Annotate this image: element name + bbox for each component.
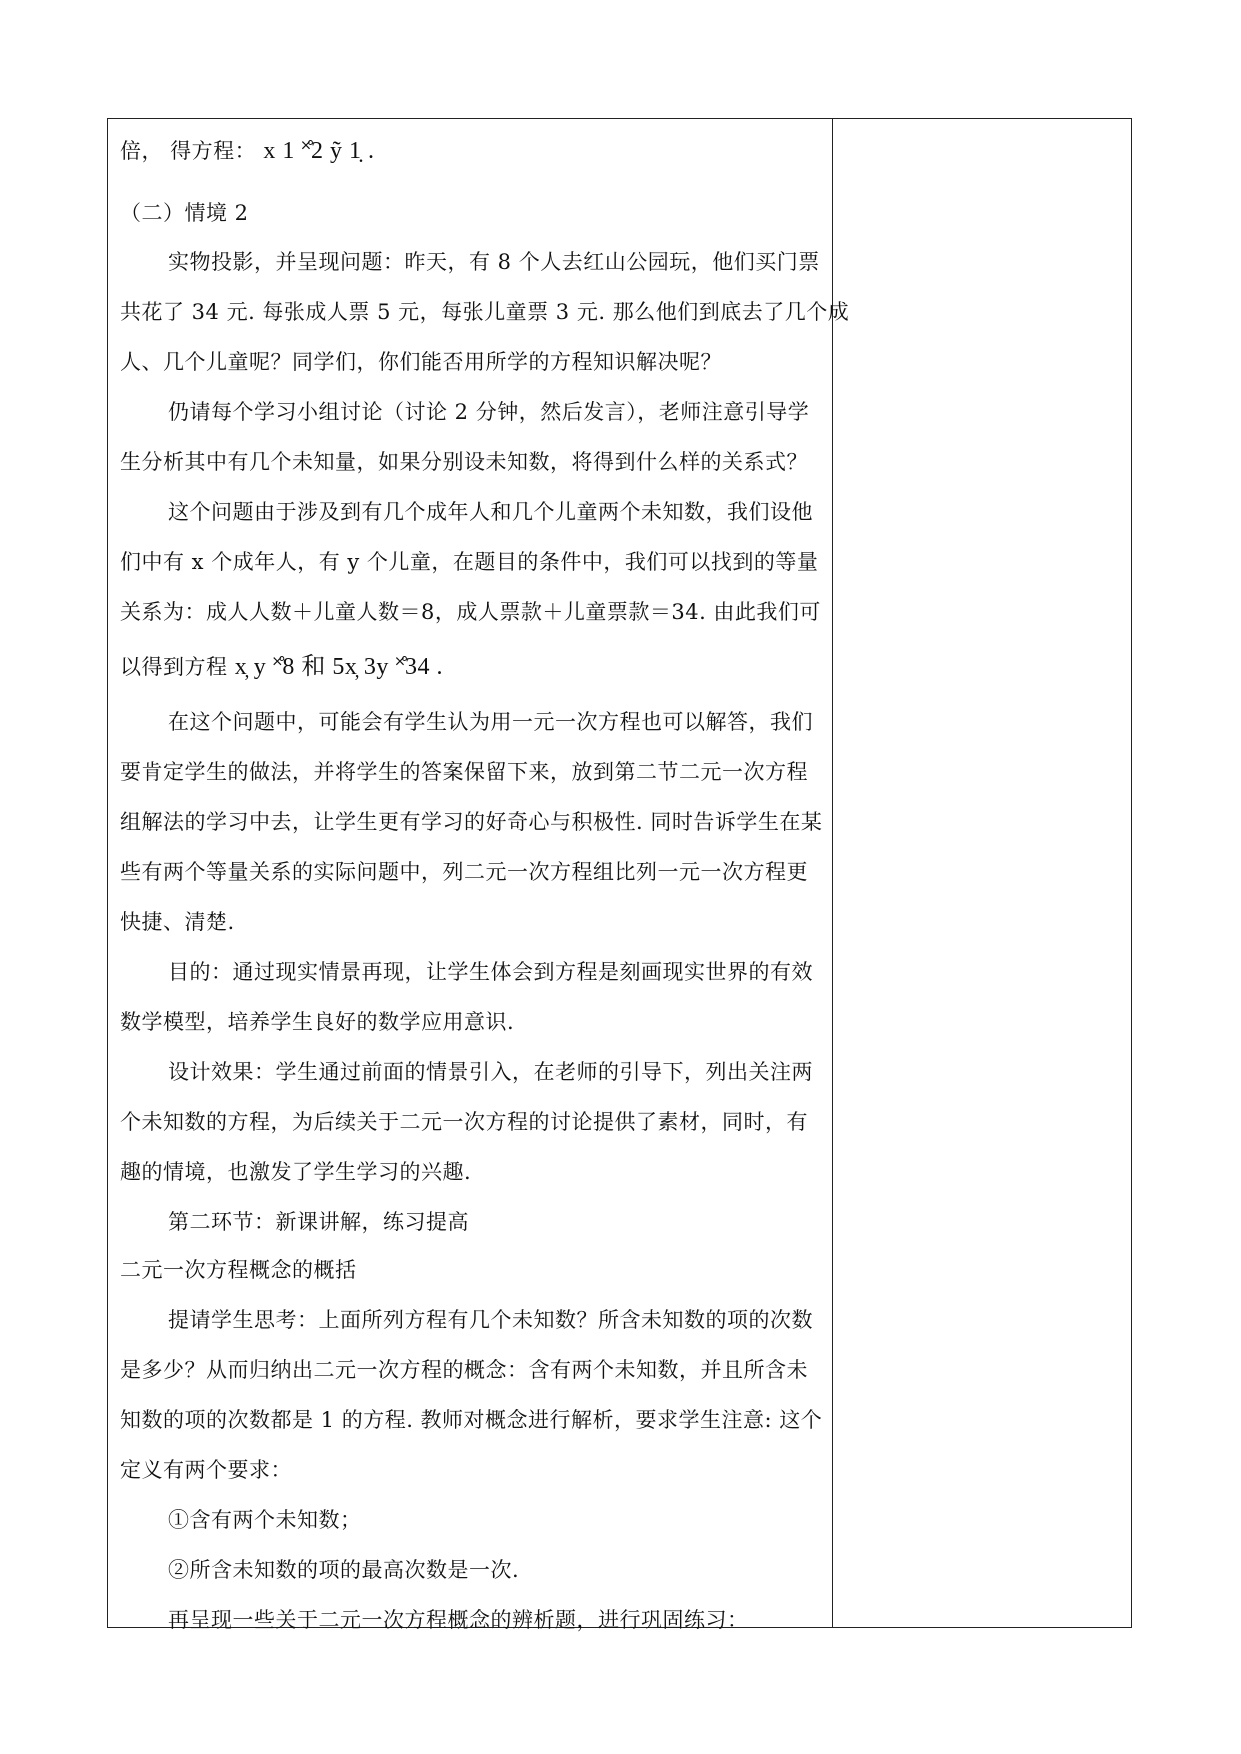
paragraph-line: 要肯定学生的做法，并将学生的答案保留下来，放到第二节二元一次方程 xyxy=(120,760,808,784)
paragraph-line: 生分析其中有几个未知量，如果分别设未知数，将得到什么样的关系式？ xyxy=(120,450,808,474)
list-item: ①含有两个未知数； xyxy=(168,1508,362,1532)
paragraph-line: 再呈现一些关于二元一次方程概念的辨析题，进行巩固练习： xyxy=(168,1608,749,1632)
equation-line-1 xyxy=(120,135,375,165)
paragraph-line: 们中有 x 个成年人，有 y 个儿童，在题目的条件中，我们可以找到的等量 xyxy=(120,550,819,574)
list-item: ②所含未知数的项的最高次数是一次. xyxy=(168,1558,520,1582)
paragraph-line: 数学模型，培养学生良好的数学应用意识. xyxy=(120,1010,515,1034)
paragraph-line: 共花了 34 元. 每张成人票 5 元，每张儿童票 3 元. 那么他们到底去了几个成 xyxy=(120,300,850,324)
subsection-heading: 二元一次方程概念的概括 xyxy=(120,1258,357,1282)
paragraph-line: 趣的情境，也激发了学生学习的兴趣. xyxy=(120,1160,472,1184)
paragraph-line: 是多少？从而归纳出二元一次方程的概念：含有两个未知数，并且所含未 xyxy=(120,1358,808,1382)
section-heading-part-2: 第二环节：新课讲解，练习提高 xyxy=(168,1210,469,1234)
paragraph-line: 仍请每个学习小组讨论（讨论 2 分钟，然后发言），老师注意引导学 xyxy=(168,400,810,424)
paragraph-line: 定义有两个要求： xyxy=(120,1458,292,1482)
paragraph-line: 些有两个等量关系的实际问题中，列二元一次方程组比列一元一次方程更 xyxy=(120,860,808,884)
section-heading-scenario-2: （二）情境 2 xyxy=(120,201,249,225)
paragraph-line: 个未知数的方程，为后续关于二元一次方程的讨论提供了素材，同时，有 xyxy=(120,1110,808,1134)
paragraph-line: 这个问题由于涉及到有几个成年人和几个儿童两个未知数，我们设他 xyxy=(168,500,813,524)
paragraph-line: 知数的项的次数都是 1 的方程. 教师对概念进行解析，要求学生注意: 这个 xyxy=(120,1408,823,1432)
paragraph-line: 人、几个儿童呢？同学们，你们能否用所学的方程知识解决呢？ xyxy=(120,350,722,374)
paragraph-line: 设计效果：学生通过前面的情景引入，在老师的引导下，列出关注两 xyxy=(168,1060,813,1084)
text-span: 以得到方程 xyxy=(120,655,228,679)
text-span: 倍， 得方程： xyxy=(120,139,257,163)
equation: x 1 ˟̊2 ỹ 1̣ . xyxy=(263,138,375,164)
equation: x̦ y ˟̊8 和 5x̦ 3y ˟̊34 . xyxy=(234,654,444,680)
paragraph-line: 组解法的学习中去，让学生更有学习的好奇心与积极性. 同时告诉学生在某 xyxy=(120,810,823,834)
table-column-divider xyxy=(832,118,833,1628)
equation-line-2 xyxy=(120,646,443,681)
paragraph-line: 在这个问题中，可能会有学生认为用一元一次方程也可以解答，我们 xyxy=(168,710,813,734)
paragraph-line: 目的：通过现实情景再现，让学生体会到方程是刻画现实世界的有效 xyxy=(168,960,813,984)
paragraph-line: 关系为：成人人数＋儿童人数＝8，成人票款＋儿童票款＝34. 由此我们可 xyxy=(120,600,821,624)
paragraph-line: 快捷、清楚. xyxy=(120,910,235,934)
paragraph-line: 实物投影，并呈现问题：昨天，有 8 个人去红山公园玩，他们买门票 xyxy=(168,250,820,274)
paragraph-line: 提请学生思考：上面所列方程有几个未知数？所含未知数的项的次数 xyxy=(168,1308,813,1332)
